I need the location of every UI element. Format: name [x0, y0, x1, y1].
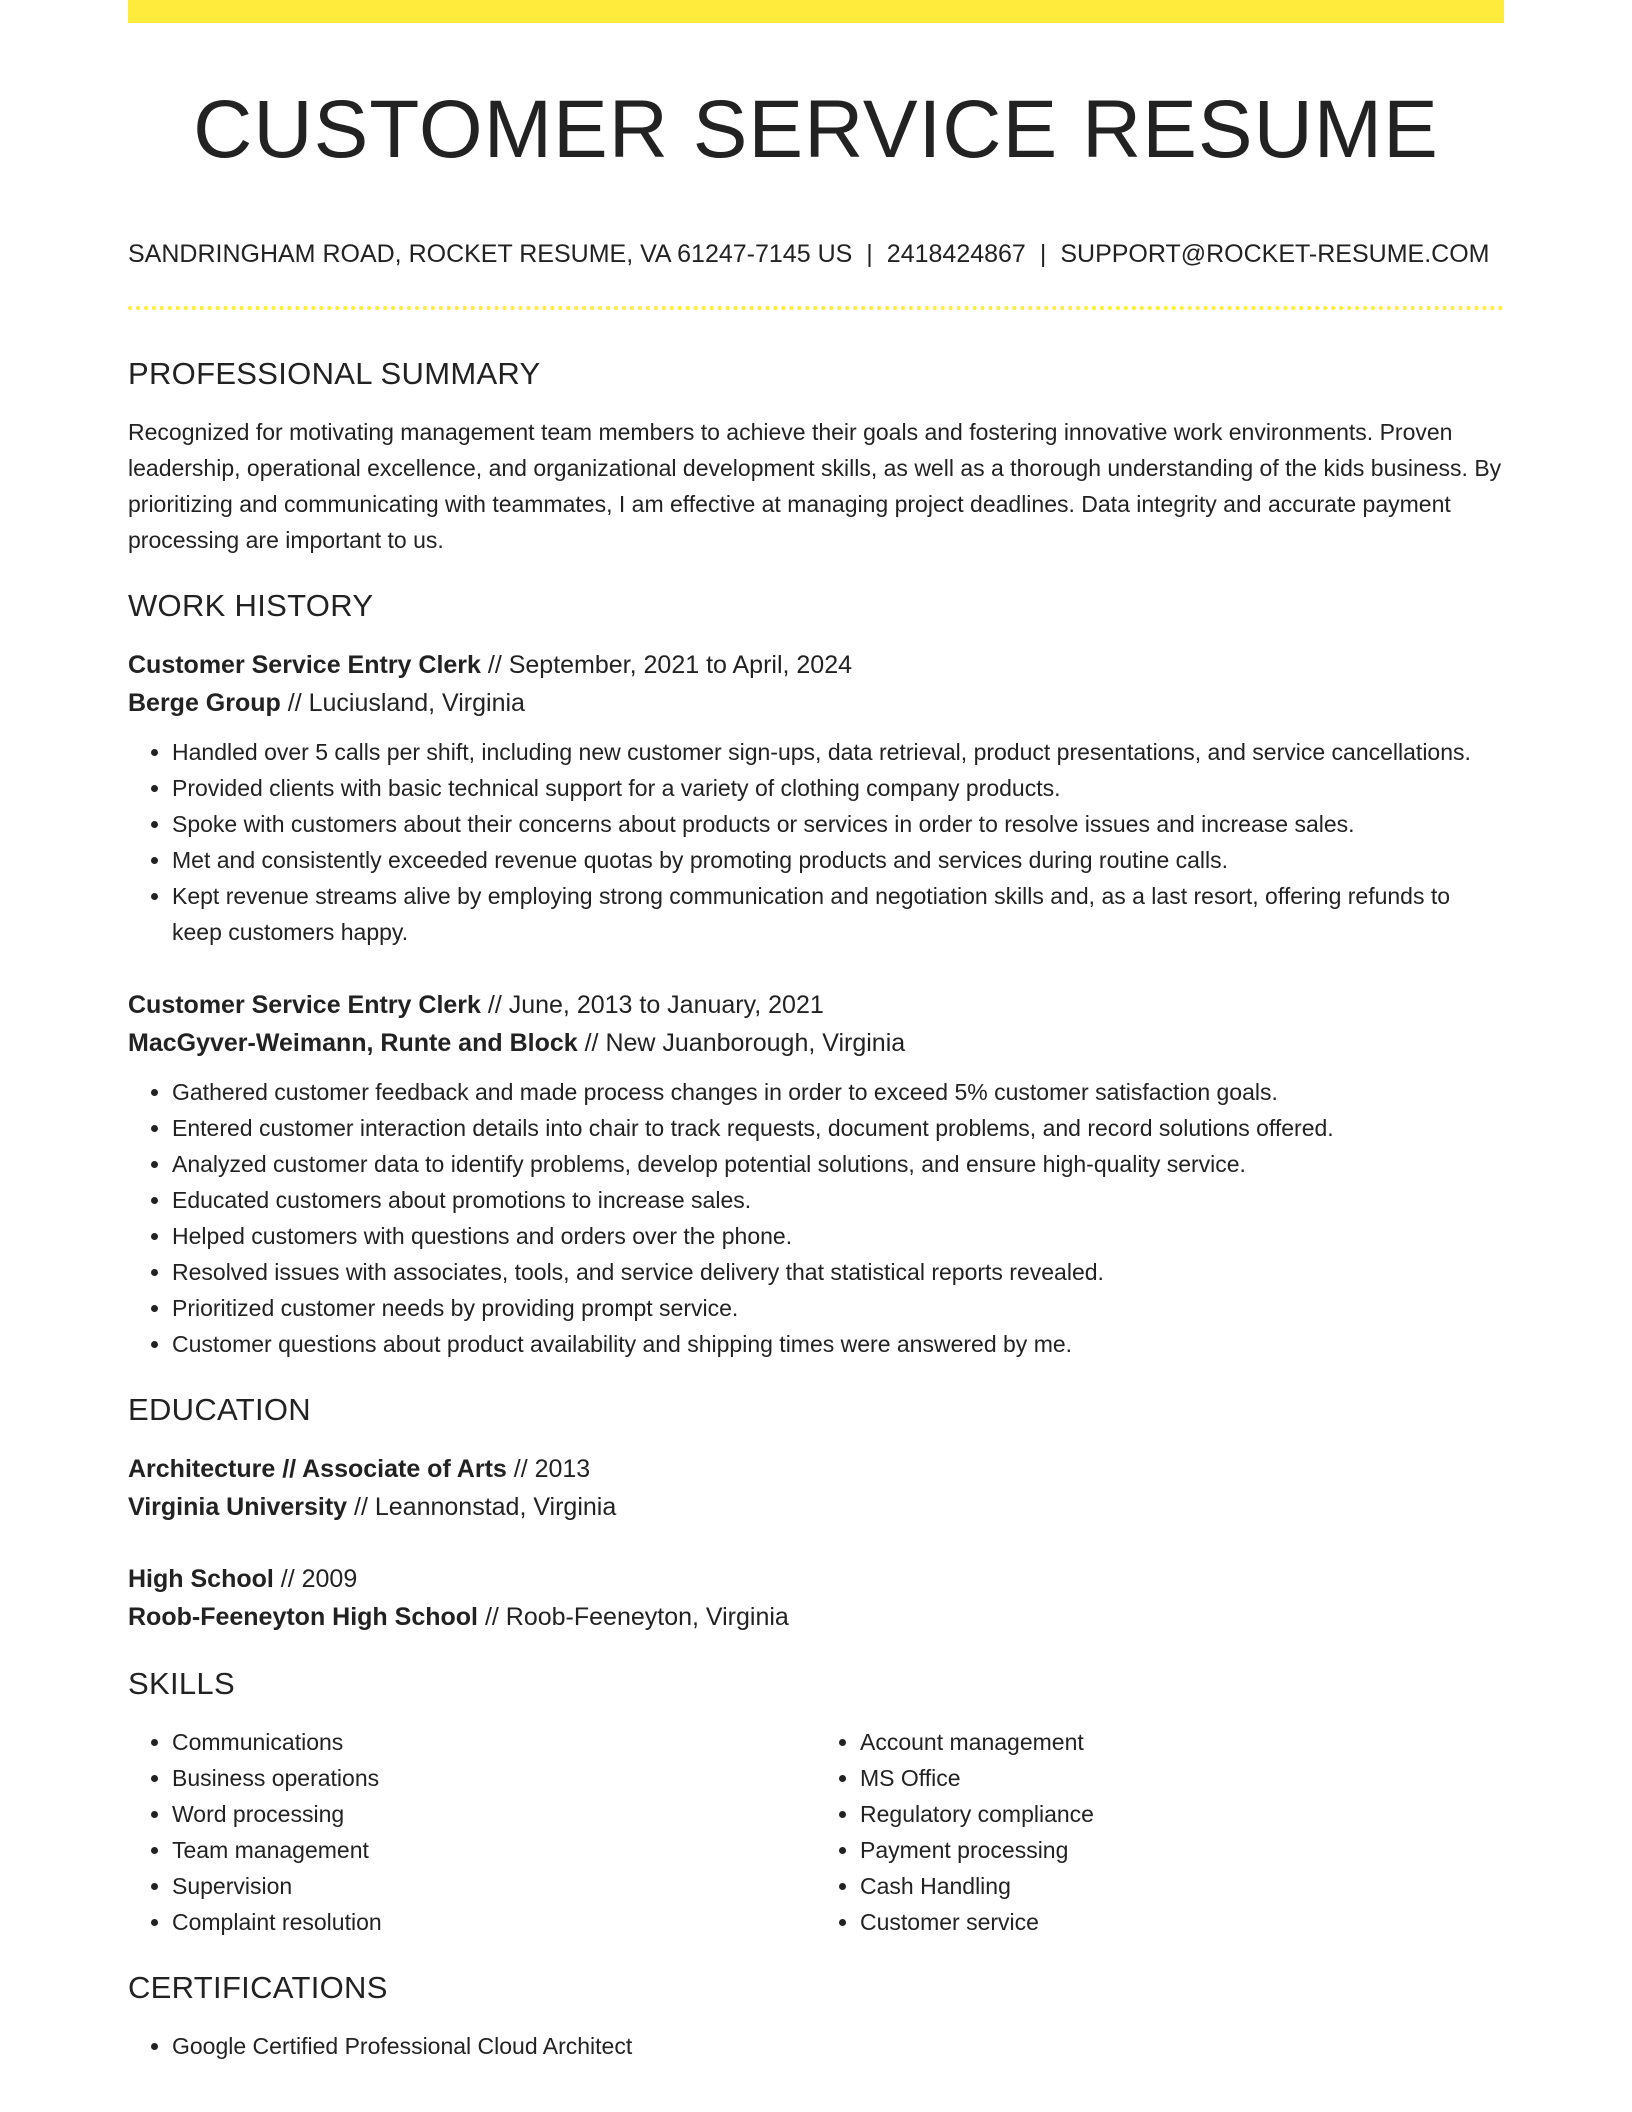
list-item: • Prioritized customer needs by providing prompt service.	[172, 1290, 1504, 1326]
contact-email: SUPPORT@ROCKET-RESUME.COM	[1060, 240, 1490, 268]
list-item: • Provided clients with basic technical support for a variety of clothing company products.	[172, 770, 1504, 806]
skill-item: • Communications	[172, 1724, 816, 1760]
school-line	[128, 1488, 1504, 1526]
job-duties	[128, 1074, 1504, 1362]
section-heading: WORK HISTORY	[128, 588, 374, 623]
job-company-line	[128, 1024, 1504, 1062]
degree: Architecture // Associate of Arts	[128, 1455, 507, 1483]
section-heading: SKILLS	[128, 1666, 235, 1701]
job-company-line	[128, 684, 1504, 722]
skill-item: • Word processing	[172, 1796, 816, 1832]
job-duties	[128, 734, 1504, 950]
degree: High School	[128, 1565, 274, 1593]
skills-list-left	[128, 1724, 816, 1940]
education-entry	[128, 1560, 1504, 1636]
summary-section	[128, 352, 1504, 558]
skill-item: • Team management	[172, 1832, 816, 1868]
skills-section	[128, 1662, 1504, 1940]
job-entry	[128, 986, 1504, 1362]
skill-item: • MS Office	[860, 1760, 1504, 1796]
section-heading: CERTIFICATIONS	[128, 1970, 388, 2005]
contact-separator: |	[1039, 240, 1047, 268]
list-item: • Entered customer interaction details into chair to track requests, document problems, and record solutions offered.	[172, 1110, 1504, 1146]
list-item: • Resolved issues with associates, tools, and service delivery that statistical reports revealed.	[172, 1254, 1504, 1290]
skills-columns	[128, 1724, 1504, 1940]
contact-address: SANDRINGHAM ROAD, ROCKET RESUME, VA 61247-7145 US	[128, 240, 853, 268]
job-entry	[128, 646, 1504, 950]
resume-body	[128, 352, 1504, 2064]
school-location: // Leannonstad, Virginia	[347, 1493, 617, 1521]
job-company: Berge Group	[128, 689, 281, 717]
list-item: • Gathered customer feedback and made process changes in order to exceed 5% customer satisfaction goals.	[172, 1074, 1504, 1110]
contact-line	[128, 236, 1528, 272]
job-title: Customer Service Entry Clerk	[128, 651, 481, 679]
dotted-divider	[128, 306, 1504, 310]
top-accent-bar	[128, 0, 1504, 23]
school-name: Virginia University	[128, 1493, 348, 1521]
degree-line	[128, 1450, 1504, 1488]
skill-item: • Account management	[860, 1724, 1504, 1760]
graduation-year: // 2013	[506, 1455, 591, 1483]
certification-item: • Google Certified Professional Cloud Architect	[172, 2028, 1504, 2064]
list-item: • Met and consistently exceeded revenue quotas by promoting products and services during routine calls.	[172, 842, 1504, 878]
job-dates: // June, 2013 to January, 2021	[480, 991, 824, 1019]
certifications-list	[128, 2028, 1504, 2064]
job-title-line	[128, 986, 1504, 1024]
degree-line	[128, 1560, 1504, 1598]
skill-item: • Customer service	[860, 1904, 1504, 1940]
job-location: // Luciusland, Virginia	[280, 689, 525, 717]
list-item: • Helped customers with questions and orders over the phone.	[172, 1218, 1504, 1254]
list-item: • Analyzed customer data to identify problems, develop potential solutions, and ensure high-quality service.	[172, 1146, 1504, 1182]
school-name: Roob-Feeneyton High School	[128, 1603, 478, 1631]
section-heading: EDUCATION	[128, 1392, 311, 1427]
list-item: • Educated customers about promotions to increase sales.	[172, 1182, 1504, 1218]
education-section	[128, 1388, 1504, 1636]
job-company: MacGyver-Weimann, Runte and Block	[128, 1029, 578, 1057]
job-title-line	[128, 646, 1504, 684]
section-heading: PROFESSIONAL SUMMARY	[128, 356, 541, 391]
skill-item: • Complaint resolution	[172, 1904, 816, 1940]
skill-item: • Business operations	[172, 1760, 816, 1796]
skill-item: • Payment processing	[860, 1832, 1504, 1868]
contact-phone: 2418424867	[886, 240, 1026, 268]
job-title: Customer Service Entry Clerk	[128, 991, 481, 1019]
list-item: • Customer questions about product availability and shipping times were answered by me.	[172, 1326, 1504, 1362]
job-dates: // September, 2021 to April, 2024	[480, 651, 853, 679]
graduation-year: // 2009	[273, 1565, 358, 1593]
skill-item: • Supervision	[172, 1868, 816, 1904]
list-item: • Kept revenue streams alive by employing strong communication and negotiation skills and, as a last resort, offering refunds to keep customers happy.	[172, 878, 1504, 950]
job-location: // New Juanborough, Virginia	[577, 1029, 906, 1057]
list-item: • Handled over 5 calls per shift, including new customer sign-ups, data retrieval, product presentations, and service cancellations.	[172, 734, 1504, 770]
contact-separator: |	[866, 240, 873, 268]
skills-list-right	[816, 1724, 1504, 1940]
work-history-section	[128, 584, 1504, 1362]
skill-item: • Cash Handling	[860, 1868, 1504, 1904]
school-location: // Roob-Feeneyton, Virginia	[478, 1603, 789, 1631]
skill-item: • Regulatory compliance	[860, 1796, 1504, 1832]
summary-text: Recognized for motivating management team members to achieve their goals and fostering innovative work environments. Proven leadership, operational excellence, and organizational development skills, as well as a thorough understanding of the kids business. By prioritizing and communicating with teammates, I am effective at managing project deadlines. Data integrity and accurate payment processing are important to us.	[128, 419, 1502, 553]
list-item: • Spoke with customers about their concerns about products or services in order to resolve issues and increase sales.	[172, 806, 1504, 842]
certifications-section	[128, 1966, 1504, 2064]
education-entry	[128, 1450, 1504, 1526]
school-line	[128, 1598, 1504, 1636]
resume-title: CUSTOMER SERVICE RESUME	[193, 84, 1439, 175]
